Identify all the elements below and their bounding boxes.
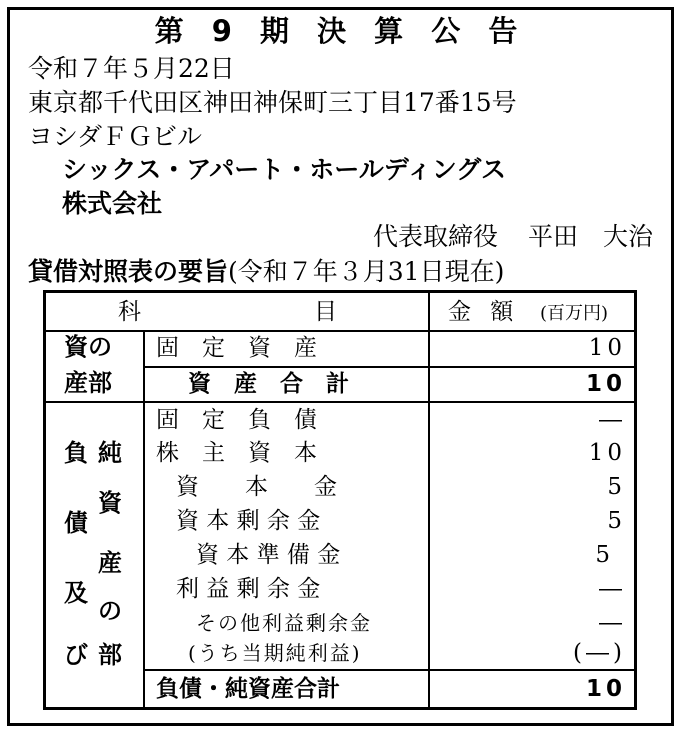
header-amount: 金 額 xyxy=(448,299,520,325)
assets-liabilities-divider xyxy=(46,401,634,403)
netassets-label-4: の xyxy=(98,597,122,625)
balance-sheet-heading xyxy=(28,257,504,287)
header-divider xyxy=(46,330,634,332)
balance-sheet-title: 貸借対照表の要旨 xyxy=(28,257,229,286)
shareholders-equity-label: 株 主 資 本 xyxy=(156,440,317,466)
total-assets-value: 10 xyxy=(585,371,626,397)
net-income-label: (うち当期純利益) xyxy=(188,641,362,665)
header-unit: (百万円) xyxy=(540,303,609,324)
fixed-assets-value: 10 xyxy=(588,335,626,361)
fixed-assets-label: 固 定 資 産 xyxy=(156,335,317,361)
netassets-label-5: 部 xyxy=(98,641,122,669)
section-column-divider xyxy=(143,330,145,707)
netassets-label-1: 純 xyxy=(98,439,122,467)
capital-stock-value: 5 xyxy=(607,474,626,500)
fixed-liabilities-label: 固 定 負 債 xyxy=(156,407,317,433)
liab-label-1: 負 xyxy=(64,439,88,467)
assets-row-divider xyxy=(143,366,634,368)
total-liabilities-net-assets-label: 負債・純資産合計 xyxy=(156,676,340,702)
company-name-line1: シックス・アパート・ホールディングス xyxy=(62,155,507,184)
capital-reserve-value: 5 xyxy=(595,542,614,568)
liab-label-4: び xyxy=(64,641,88,669)
shareholders-equity-value: 10 xyxy=(588,440,626,466)
company-name-line2: 株式会社 xyxy=(62,189,163,218)
liab-label-3: 及 xyxy=(64,579,88,607)
representative-name: 平田 大治 xyxy=(527,222,653,251)
other-retained-earnings-label: その他利益剰余金 xyxy=(196,611,372,635)
retained-earnings-label: 利 益 剰 余 金 xyxy=(176,576,321,602)
capital-stock-label: 資 本 金 xyxy=(176,474,337,500)
amount-column-divider xyxy=(428,293,430,707)
building-name: ヨシダＦＧビル xyxy=(28,122,203,151)
company-address: 東京都千代田区神田神保町三丁目17番15号 xyxy=(28,88,517,117)
netassets-label-3: 産 xyxy=(98,549,122,577)
header-subject-1: 科 xyxy=(118,299,141,325)
net-income-value: (―) xyxy=(573,640,626,666)
balance-sheet-table xyxy=(43,290,637,710)
representative-role: 代表取締役 xyxy=(372,222,498,251)
header-subject-2: 目 xyxy=(314,299,337,325)
liab-label-2: 債 xyxy=(64,509,88,537)
capital-surplus-label: 資 本 剰 余 金 xyxy=(176,508,321,534)
assets-section-label-2: 産部 xyxy=(64,369,112,397)
publication-date: 令和７年５月22日 xyxy=(28,54,235,83)
document-title: 第 9 期 決 算 公 告 xyxy=(154,14,527,48)
representative xyxy=(373,222,653,252)
total-row-divider xyxy=(143,669,634,671)
retained-earnings-value: ― xyxy=(599,576,626,602)
netassets-label-2: 資 xyxy=(98,489,122,517)
fixed-liabilities-value: ― xyxy=(599,407,626,433)
balance-sheet-date: (令和７年３月31日現在) xyxy=(228,257,505,286)
other-retained-earnings-value: ― xyxy=(599,610,626,636)
assets-section-label-1: 資の xyxy=(64,333,112,361)
total-liabilities-net-assets-value: 10 xyxy=(585,676,626,702)
total-assets-label: 資 産 合 計 xyxy=(188,371,349,397)
capital-surplus-value: 5 xyxy=(607,508,626,534)
capital-reserve-label: 資 本 準 備 金 xyxy=(196,542,341,568)
